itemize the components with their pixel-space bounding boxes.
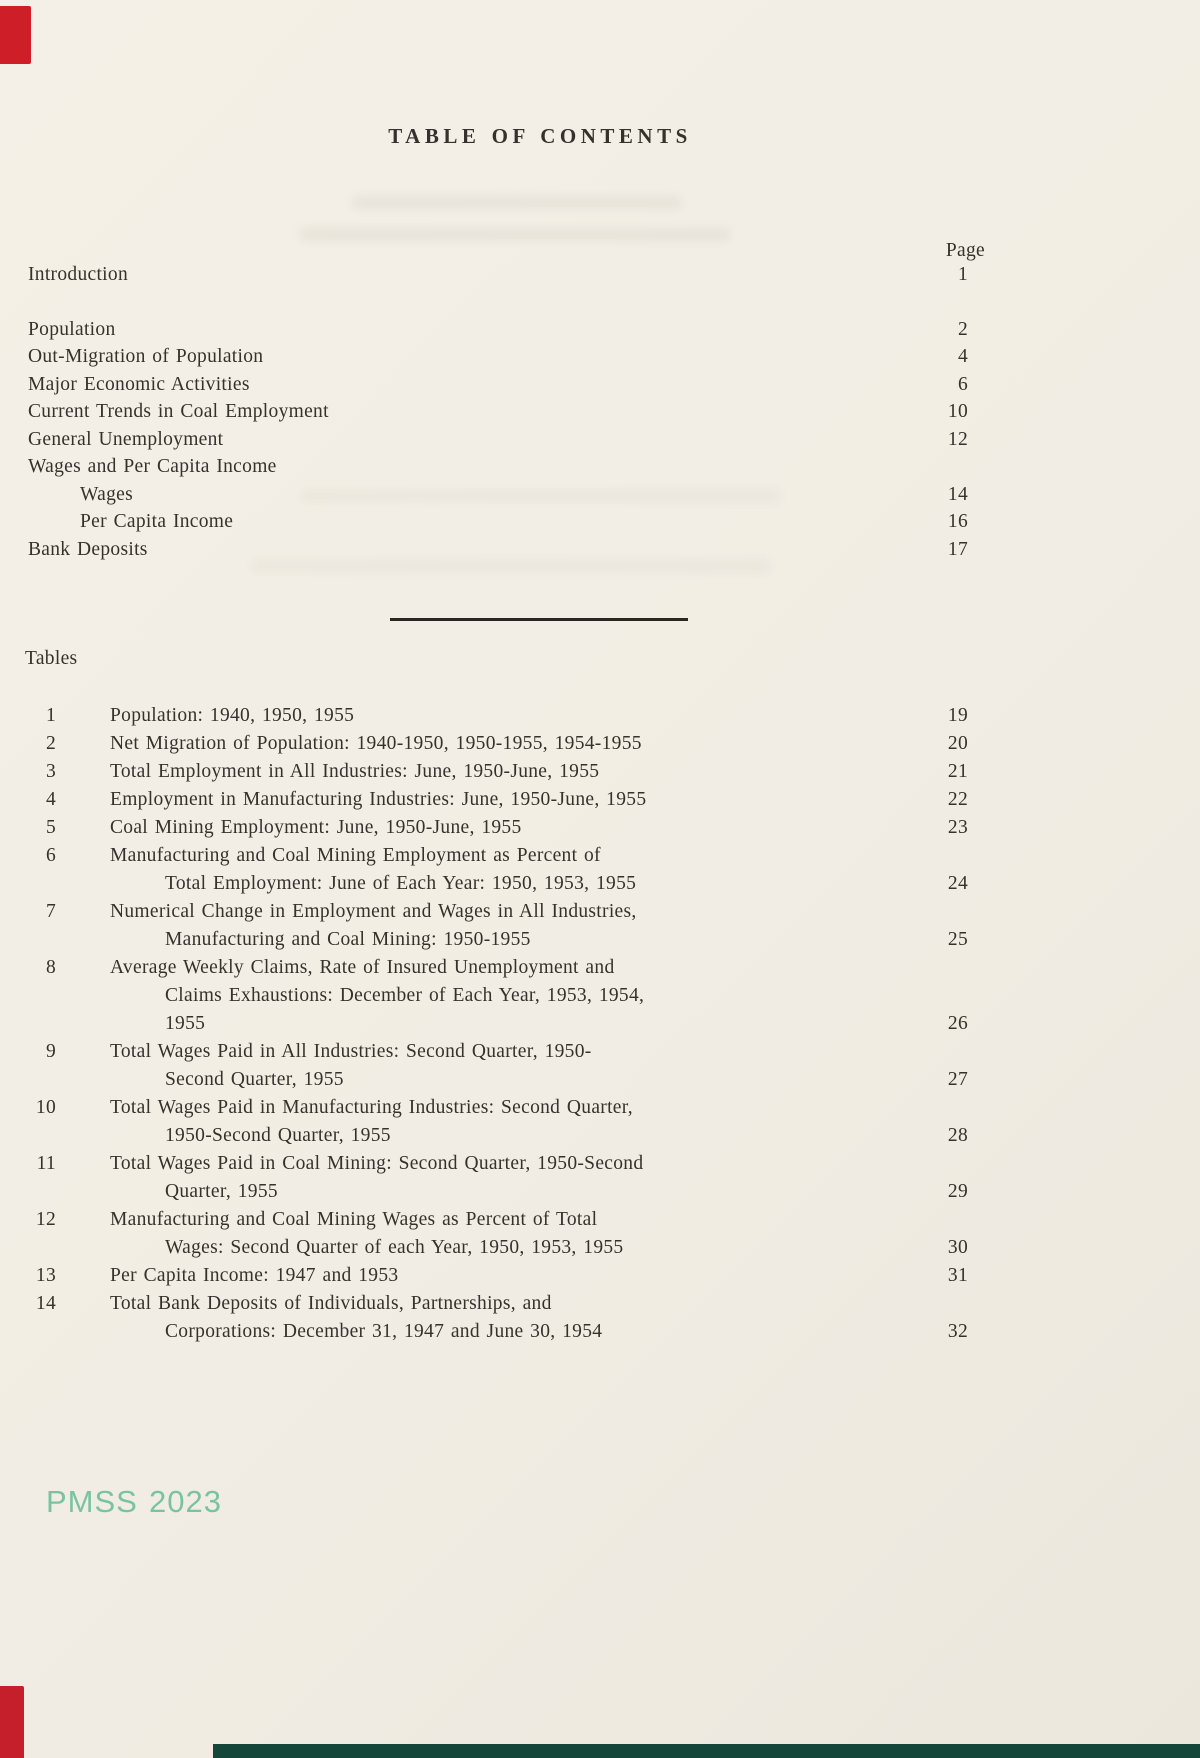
contents-item-label: Wages — [80, 483, 133, 505]
table-row — [28, 954, 968, 1038]
table-item-number: 8 — [45, 957, 56, 978]
contents-item-label: Out-Migration of Population — [28, 346, 264, 367]
table-item-title — [110, 730, 908, 758]
watermark: PMSS 2023 — [46, 1484, 222, 1519]
table-item-page: 28 — [947, 1125, 968, 1146]
table-item-line: Total Bank Deposits of Individuals, Partnerships, and — [110, 1293, 552, 1314]
contents-item-page: 6 — [957, 373, 968, 395]
table-row — [28, 898, 968, 954]
contents-item-page: 16 — [947, 511, 968, 532]
table-item-title — [110, 1150, 908, 1206]
table-item-page: 32 — [947, 1321, 968, 1342]
contents-row — [28, 453, 968, 481]
table-item-line: Total Employment: June of Each Year: 1950, 1953, 1955 — [165, 873, 637, 894]
table-item-line: 1950-Second Quarter, 1955 — [165, 1125, 391, 1146]
table-row — [28, 842, 968, 898]
section-divider — [390, 618, 688, 621]
table-item-title — [110, 702, 908, 730]
table-item-title — [110, 1094, 908, 1150]
table-item-title — [110, 1206, 908, 1262]
table-row — [28, 1262, 968, 1290]
table-row — [28, 786, 968, 814]
table-item-number: 2 — [45, 733, 56, 754]
table-item-line: Wages: Second Quarter of each Year, 1950, 1953, 1955 — [165, 1237, 624, 1258]
table-row — [28, 758, 968, 786]
table-item-title — [110, 1262, 908, 1290]
contents-item-page: 17 — [947, 538, 968, 560]
table-item-line: Per Capita Income: 1947 and 1953 — [110, 1265, 399, 1286]
table-item-number: 13 — [35, 1265, 56, 1286]
table-row — [28, 1150, 968, 1206]
contents-item-page: 2 — [957, 318, 968, 340]
tables-heading: Tables — [25, 648, 78, 669]
contents-item-label: Bank Deposits — [28, 538, 148, 560]
table-row — [28, 702, 968, 730]
contents-item-page: 12 — [947, 428, 968, 450]
table-item-title — [110, 954, 908, 1038]
table-item-line: Numerical Change in Employment and Wages in All Industries, — [110, 901, 637, 922]
contents-row — [28, 371, 968, 399]
contents-item-label: Current Trends in Coal Employment — [28, 401, 329, 422]
table-row — [28, 1038, 968, 1094]
table-item-number: 6 — [45, 845, 56, 866]
table-item-line: Total Wages Paid in Coal Mining: Second Quarter, 1950-Second — [110, 1153, 644, 1174]
table-item-title — [110, 814, 908, 842]
table-item-number: 11 — [36, 1153, 56, 1174]
table-item-page: 21 — [947, 761, 968, 782]
table-item-page: 31 — [947, 1265, 968, 1286]
table-item-page: 19 — [947, 705, 968, 726]
table-item-page: 22 — [947, 789, 968, 810]
contents-item-page: 4 — [957, 346, 968, 367]
table-item-title — [110, 786, 908, 814]
contents-list — [28, 261, 968, 563]
table-item-line: Manufacturing and Coal Mining: 1950-1955 — [165, 929, 531, 950]
table-row — [28, 730, 968, 758]
page-column-header: Page — [945, 240, 985, 261]
table-item-page: 25 — [947, 929, 968, 950]
contents-item-page: 14 — [947, 483, 968, 505]
contents-item-label: General Unemployment — [28, 428, 224, 450]
table-item-line: Total Wages Paid in Manufacturing Industries: Second Quarter, — [110, 1097, 633, 1118]
table-item-title — [110, 898, 908, 954]
contents-item-page: 10 — [947, 401, 968, 422]
table-item-title — [110, 758, 908, 786]
table-item-line: Average Weekly Claims, Rate of Insured Unemployment and — [110, 957, 615, 978]
table-item-number: 12 — [35, 1209, 56, 1230]
contents-row — [28, 261, 968, 289]
contents-row — [28, 343, 968, 371]
table-item-page: 30 — [947, 1237, 968, 1258]
contents-row — [28, 426, 968, 454]
table-item-line: Coal Mining Employment: June, 1950-June, 1955 — [110, 817, 522, 838]
table-item-number: 5 — [45, 817, 56, 838]
contents-item-label: Population — [28, 318, 116, 340]
contents-item-label: Wages and Per Capita Income — [28, 456, 277, 477]
table-item-number: 9 — [45, 1041, 56, 1062]
table-item-number: 10 — [35, 1097, 56, 1118]
contents-row — [28, 316, 968, 344]
bleedthrough-artifact — [352, 196, 682, 209]
table-item-title — [110, 1290, 908, 1346]
table-item-line: Total Wages Paid in All Industries: Second Quarter, 1950- — [110, 1041, 592, 1062]
contents-item-page: 1 — [957, 264, 968, 285]
scan-artifact-red-tab-bottom — [0, 1686, 24, 1758]
contents-item-label: Introduction — [28, 264, 128, 285]
scan-artifact-bottom-bar — [213, 1744, 1200, 1758]
table-item-line: Employment in Manufacturing Industries: June, 1950-June, 1955 — [110, 789, 647, 810]
table-row — [28, 1290, 968, 1346]
contents-row — [28, 398, 968, 426]
table-item-number: 4 — [45, 789, 56, 810]
table-item-line: Net Migration of Population: 1940-1950, 1950-1955, 1954-1955 — [110, 733, 642, 754]
table-row — [28, 1206, 968, 1262]
table-item-line: 1955 — [165, 1013, 206, 1034]
table-item-line: Population: 1940, 1950, 1955 — [110, 705, 355, 726]
table-item-page: 26 — [947, 1013, 968, 1034]
table-item-title — [110, 1038, 908, 1094]
contents-item-label: Per Capita Income — [80, 511, 234, 532]
contents-row — [28, 481, 968, 509]
table-item-page: 20 — [947, 733, 968, 754]
table-item-line: Manufacturing and Coal Mining Wages as Percent of Total — [110, 1209, 598, 1230]
table-item-number: 14 — [35, 1293, 56, 1314]
table-row — [28, 814, 968, 842]
table-item-line: Quarter, 1955 — [165, 1181, 278, 1202]
contents-row — [28, 508, 968, 536]
contents-item-label: Major Economic Activities — [28, 373, 250, 395]
table-item-title — [110, 842, 908, 898]
table-item-line: Total Employment in All Industries: June, 1950-June, 1955 — [110, 761, 600, 782]
table-item-page: 24 — [947, 873, 968, 894]
table-item-line: Corporations: December 31, 1947 and June 30, 1954 — [165, 1321, 603, 1342]
scan-artifact-red-tab-top — [0, 6, 31, 64]
table-item-number: 1 — [45, 705, 56, 726]
table-row — [28, 1094, 968, 1150]
tables-list — [28, 702, 968, 1346]
table-item-number: 3 — [45, 761, 56, 782]
table-item-line: Second Quarter, 1955 — [165, 1069, 344, 1090]
page-title: TABLE OF CONTENTS — [388, 124, 692, 148]
table-item-page: 23 — [947, 817, 968, 838]
contents-item-page — [908, 453, 968, 481]
table-item-page: 29 — [947, 1181, 968, 1202]
table-item-page: 27 — [947, 1069, 968, 1090]
contents-row — [28, 536, 968, 564]
table-item-line: Manufacturing and Coal Mining Employment as Percent of — [110, 845, 601, 866]
table-item-number: 7 — [45, 901, 56, 922]
table-item-line: Claims Exhaustions: December of Each Year, 1953, 1954, — [165, 985, 645, 1006]
